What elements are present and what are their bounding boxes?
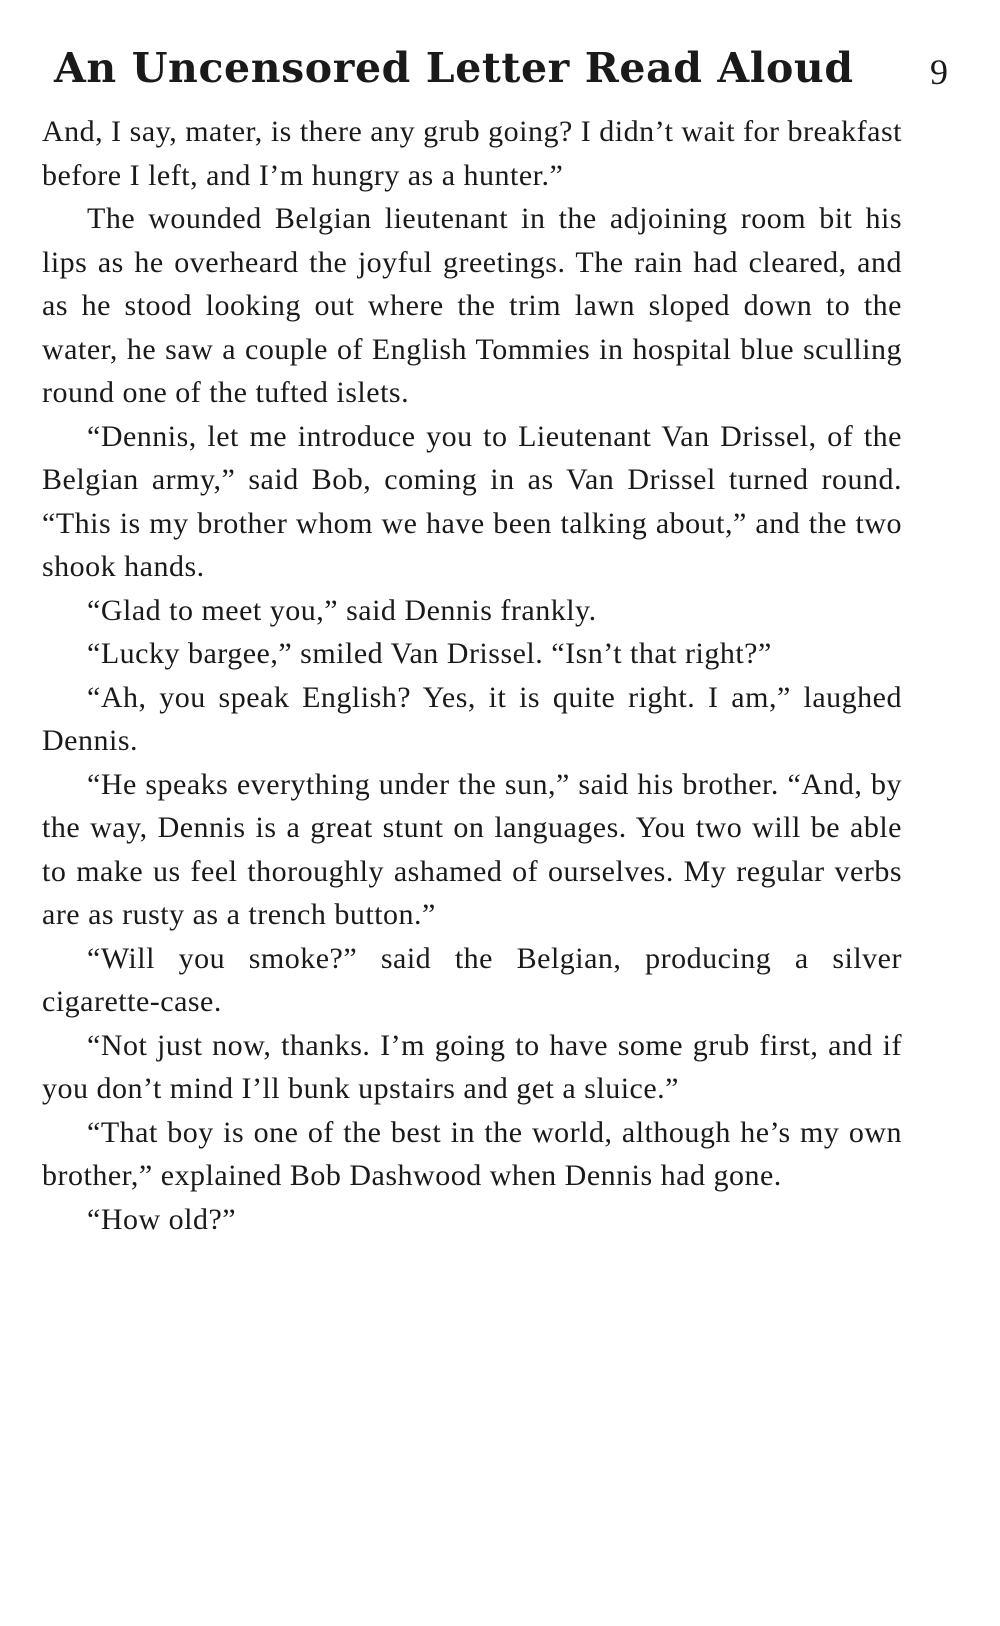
paragraph: And, I say, mater, is there any grub going? I didn’t wait for breakfast before I left, and I’m hungry as a hunter.” <box>42 115 902 192</box>
paragraph: The wounded Belgian lieutenant in the adjoining room bit his lips as he overheard the joyful greetings. The rain had cleared, and as he stood looking out where the trim lawn sloped down to the water, he saw a couple of English Tommies in hospital blue sculling round one of the tufted islets. <box>42 202 902 409</box>
paragraph: “He speaks everything under the sun,” said his brother. “And, by the way, Dennis is a great stunt on languages. You two will be able to make us feel thoroughly ashamed of ourselves. My regular verbs are as rusty as a trench button.” <box>42 767 902 931</box>
paragraph: “Ah, you speak English? Yes, it is quite right. I am,” laughed Dennis. <box>42 680 902 757</box>
paragraph: “Dennis, let me introduce you to Lieutenant Van Drissel, of the Belgian army,” said Bob, coming in as Van Drissel turned round. “This is my brother whom we have been talking about,” and the two shook hands. <box>42 419 902 583</box>
paragraph: “That boy is one of the best in the world, although he’s my own brother,” explained Bob Dashwood when Dennis had gone. <box>42 1115 902 1192</box>
page-number: 9 <box>930 52 948 92</box>
paragraph: “Glad to meet you,” said Dennis frankly. <box>87 593 597 627</box>
paragraph: “Will you smoke?” said the Belgian, producing a silver cigarette-case. <box>42 941 902 1018</box>
body-text <box>42 110 902 1241</box>
running-title: An Uncensored Letter Read Aloud <box>54 44 854 92</box>
paragraph: “Not just now, thanks. I’m going to have some grub first, and if you don’t mind I’ll bunk upstairs and get a sluice.” <box>42 1028 902 1105</box>
page-header <box>50 38 950 98</box>
paragraph: “Lucky bargee,” smiled Van Drissel. “Isn’t that right?” <box>87 637 772 670</box>
paragraph: “How old?” <box>87 1202 237 1236</box>
